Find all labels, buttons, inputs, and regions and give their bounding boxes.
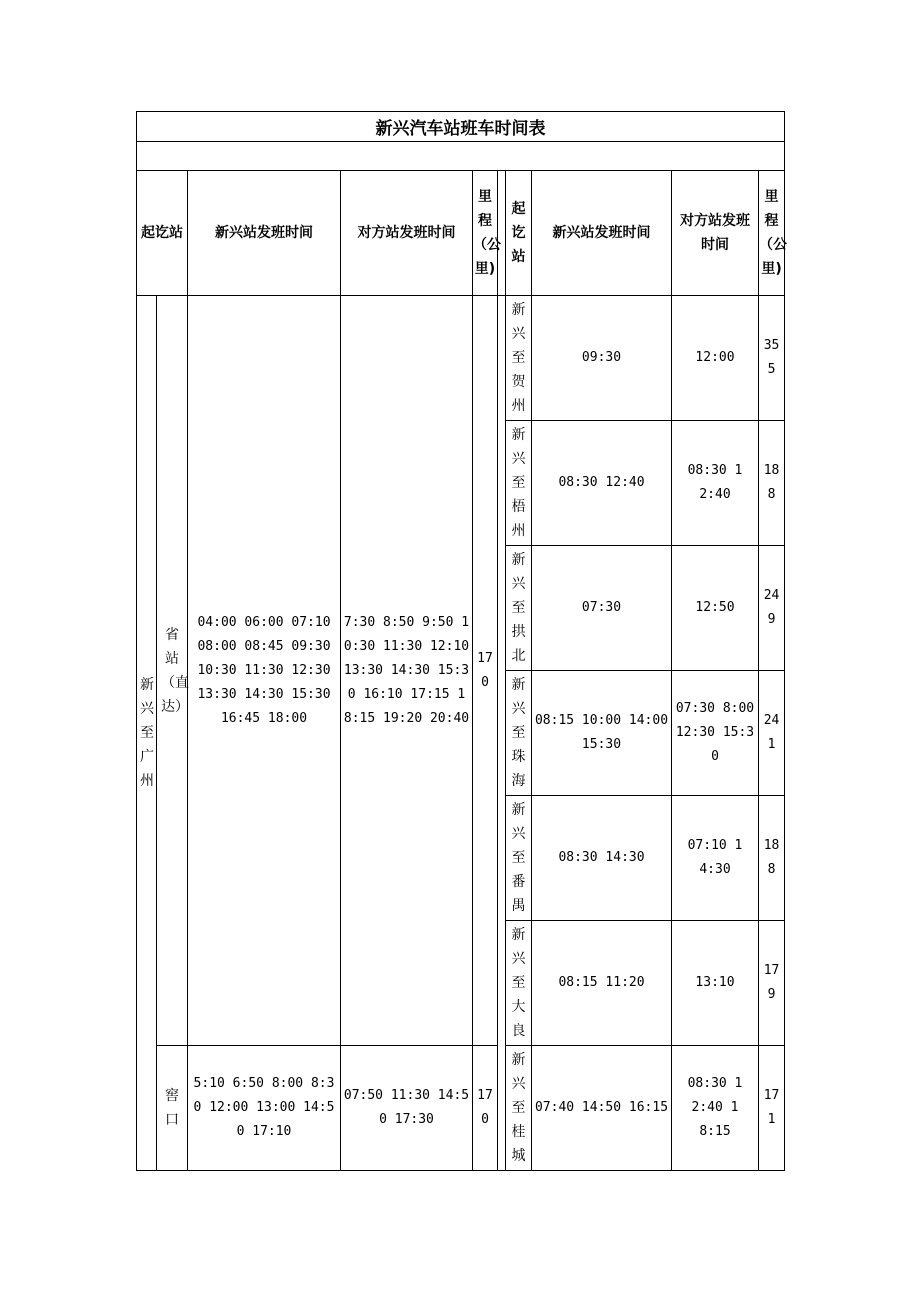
right-other-2: 12:50 [672,546,759,671]
right-other-4: 07:10 14:30 [672,796,759,921]
right-km-3: 241 [759,671,785,796]
right-xinxing-0: 09:30 [532,296,672,421]
header-other-dep: 对方站发班时间 [341,171,473,296]
right-km-1: 188 [759,421,785,546]
right-km-5: 179 [759,921,785,1046]
right-route-4: 新兴至番禺 [506,796,532,921]
left-other-0: 7:30 8:50 9:50 10:30 11:30 12:10 13:30 14:30 15:30 16:10 17:15 18:15 19:20 20:40 [341,296,473,1046]
left-km-0: 170 [473,296,498,1046]
right-km-2: 249 [759,546,785,671]
right-route-5: 新兴至大良 [506,921,532,1046]
header-row [137,171,785,296]
left-xinxing-1: 5:10 6:50 8:00 8:30 12:00 13:00 14:50 17:10 [188,1046,341,1171]
blank-row [137,142,785,171]
divider-cell [498,296,506,1171]
right-other-3: 07:30 8:00 12:30 15:30 [672,671,759,796]
right-route-2: 新兴至拱北 [506,546,532,671]
right-xinxing-1: 08:30 12:40 [532,421,672,546]
header-other-dep-right: 对方站发班时间 [672,171,759,296]
right-route-6: 新兴至桂城 [506,1046,532,1171]
right-other-5: 13:10 [672,921,759,1046]
right-other-6: 08:30 12:40 18:15 [672,1046,759,1171]
divider-cell [498,171,506,296]
right-km-6: 171 [759,1046,785,1171]
header-origin: 起讫站 [137,171,188,296]
timetable [136,111,785,1171]
right-other-1: 08:30 12:40 [672,421,759,546]
left-other-1: 07:50 11:30 14:50 17:30 [341,1046,473,1171]
right-xinxing-2: 07:30 [532,546,672,671]
left-station-1: 窖口 [157,1046,188,1171]
header-xinxing-dep: 新兴站发班时间 [188,171,341,296]
header-origin-right: 起讫站 [506,171,532,296]
left-station-0: 省站（直达） [157,296,188,1046]
right-xinxing-4: 08:30 14:30 [532,796,672,921]
table-title: 新兴汽车站班车时间表 [137,112,785,142]
right-xinxing-3: 08:15 10:00 14:00 15:30 [532,671,672,796]
header-mileage: 里程（公里) [473,171,498,296]
left-xinxing-0: 04:00 06:00 07:10 08:00 08:45 09:30 10:30 11:30 12:30 13:30 14:30 15:30 16:45 18:00 [188,296,341,1046]
right-other-0: 12:00 [672,296,759,421]
left-route: 新兴至广州 [137,296,157,1171]
right-xinxing-5: 08:15 11:20 [532,921,672,1046]
right-xinxing-6: 07:40 14:50 16:15 [532,1046,672,1171]
left-km-1: 170 [473,1046,498,1171]
right-route-1: 新兴至梧州 [506,421,532,546]
table-row [137,296,785,421]
right-route-3: 新兴至珠海 [506,671,532,796]
right-km-4: 188 [759,796,785,921]
table-row [137,1046,785,1171]
right-route-0: 新兴至贺州 [506,296,532,421]
header-xinxing-dep-right: 新兴站发班时间 [532,171,672,296]
header-mileage-right: 里程（公里) [759,171,785,296]
right-km-0: 355 [759,296,785,421]
